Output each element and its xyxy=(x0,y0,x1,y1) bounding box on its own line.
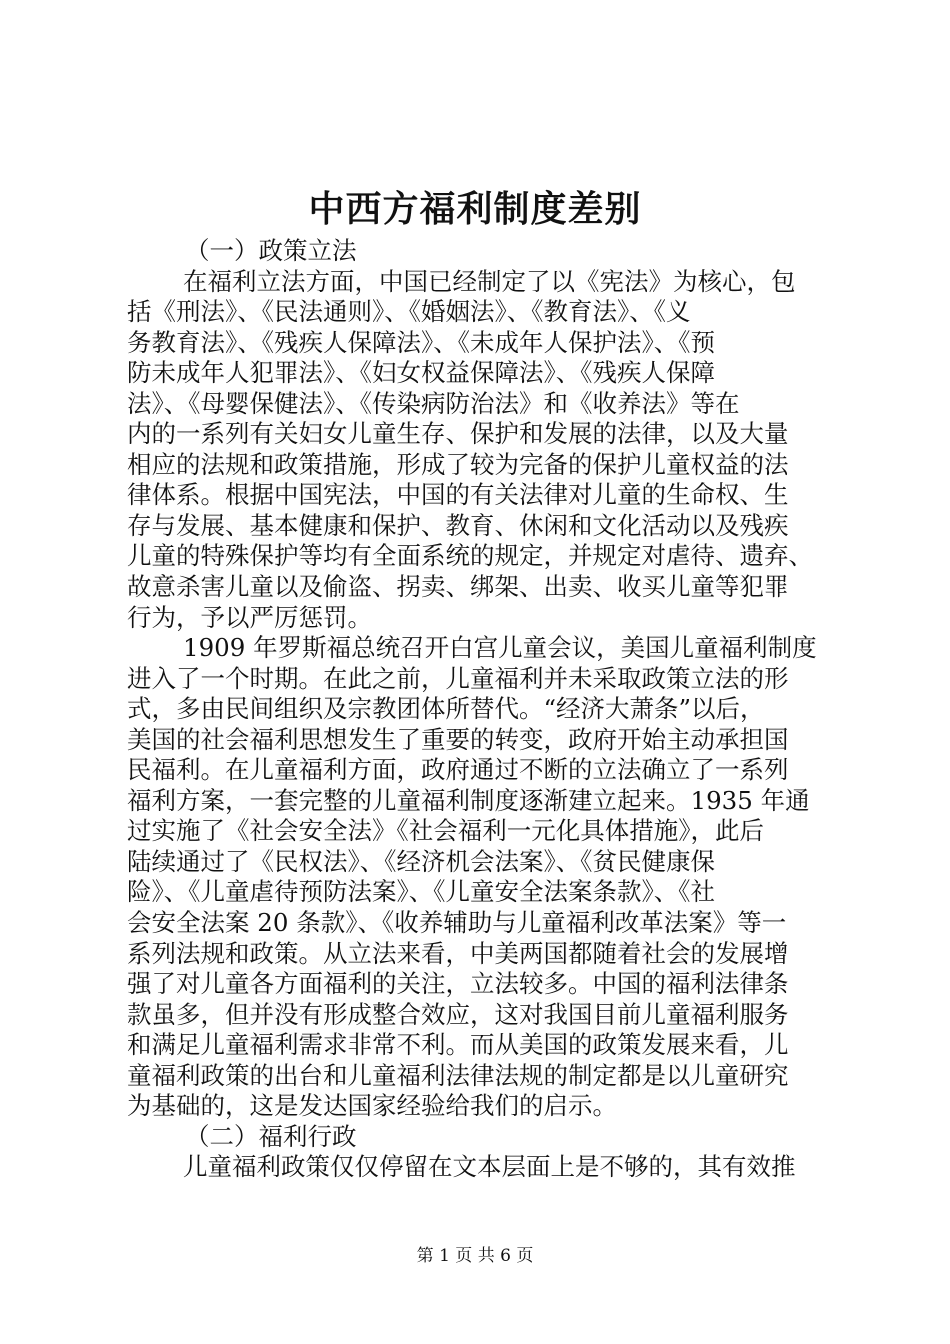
paragraph-line: 防未成年人犯罪法》、《妇女权益保障法》、《残疾人保障 xyxy=(127,358,715,388)
paragraph-line: 式，多由民间组织及宗教团体所替代。“经济大萧条”以后， xyxy=(127,694,765,724)
document-body xyxy=(127,236,832,1183)
paragraph-line: 为基础的，这是发达国家经验给我们的启示。 xyxy=(127,1091,617,1121)
paragraph-line: 法》、《母婴保健法》、《传染病防治法》和《收养法》等在 xyxy=(127,388,740,418)
paragraph-line: 险》、《儿童虐待预防法案》、《儿童安全法案条款》、《社 xyxy=(127,877,715,907)
paragraph-line: 行为，予以严厉惩罚。 xyxy=(127,602,372,632)
paragraph-line: 系列法规和政策。从立法来看，中美两国都随着社会的发展增 xyxy=(127,938,789,968)
paragraph-line: 儿童的特殊保护等均有全面系统的规定，并规定对虐待、遗弃、 xyxy=(127,541,813,571)
paragraph-line: 和满足儿童福利需求非常不利。而从美国的政策发展来看，儿 xyxy=(127,1030,789,1060)
paragraph-line: 故意杀害儿童以及偷盗、拐卖、绑架、出卖、收买儿童等犯罪 xyxy=(127,572,789,602)
paragraph-line: 会安全法案 20 条款》、《收养辅助与儿童福利改革法案》等一 xyxy=(127,908,787,938)
paragraph-line: 款虽多，但并没有形成整合效应，这对我国目前儿童福利服务 xyxy=(127,999,789,1029)
paragraph-line: 过实施了《社会安全法》《社会福利一元化具体措施》，此后 xyxy=(127,816,764,846)
paragraph-line: 美国的社会福利思想发生了重要的转变，政府开始主动承担国 xyxy=(127,724,789,754)
paragraph-line: 民福利。在儿童福利方面，政府通过不断的立法确立了一系列 xyxy=(127,755,789,785)
paragraph-line: 陆续通过了《民权法》、《经济机会法案》、《贫民健康保 xyxy=(127,846,715,876)
page-footer: 第 1 页 共 6 页 xyxy=(416,1246,534,1266)
paragraph-line: 福利方案，一套完整的儿童福利制度逐渐建立起来。1935 年通 xyxy=(127,785,810,815)
document-title: 中西方福利制度差别 xyxy=(308,188,642,230)
paragraph-line: 相应的法规和政策措施，形成了较为完备的保护儿童权益的法 xyxy=(127,449,789,479)
paragraph-line: 律体系。根据中国宪法，中国的有关法律对儿童的生命权、生 xyxy=(127,480,789,510)
paragraph-line: 括《刑法》、《民法通则》、《婚姻法》、《教育法》、《义 xyxy=(127,297,691,327)
paragraph-line: 童福利政策的出台和儿童福利法律法规的制定都是以儿童研究 xyxy=(127,1060,789,1090)
paragraph-line: 儿童福利政策仅仅停留在文本层面上是不够的，其有效推 xyxy=(183,1152,796,1182)
paragraph-line: 1909 年罗斯福总统召开白宫儿童会议，美国儿童福利制度 xyxy=(183,633,817,663)
paragraph-line: 在福利立法方面，中国已经制定了以《宪法》为核心，包 xyxy=(183,266,796,296)
section-heading: （一）政策立法 xyxy=(185,236,357,265)
paragraph-line: 务教育法》、《残疾人保障法》、《未成年人保护法》、《预 xyxy=(127,327,715,357)
paragraph-line: 内的一系列有关妇女儿童生存、保护和发展的法律，以及大量 xyxy=(127,419,789,449)
paragraph-line: 存与发展、基本健康和保护、教育、休闲和文化活动以及残疾 xyxy=(127,510,789,540)
section-heading: （二）福利行政 xyxy=(185,1121,357,1151)
paragraph-line: 强了对儿童各方面福利的关注，立法较多。中国的福利法律条 xyxy=(127,969,789,999)
paragraph-line: 进入了一个时期。在此之前，儿童福利并未采取政策立法的形 xyxy=(127,663,789,693)
